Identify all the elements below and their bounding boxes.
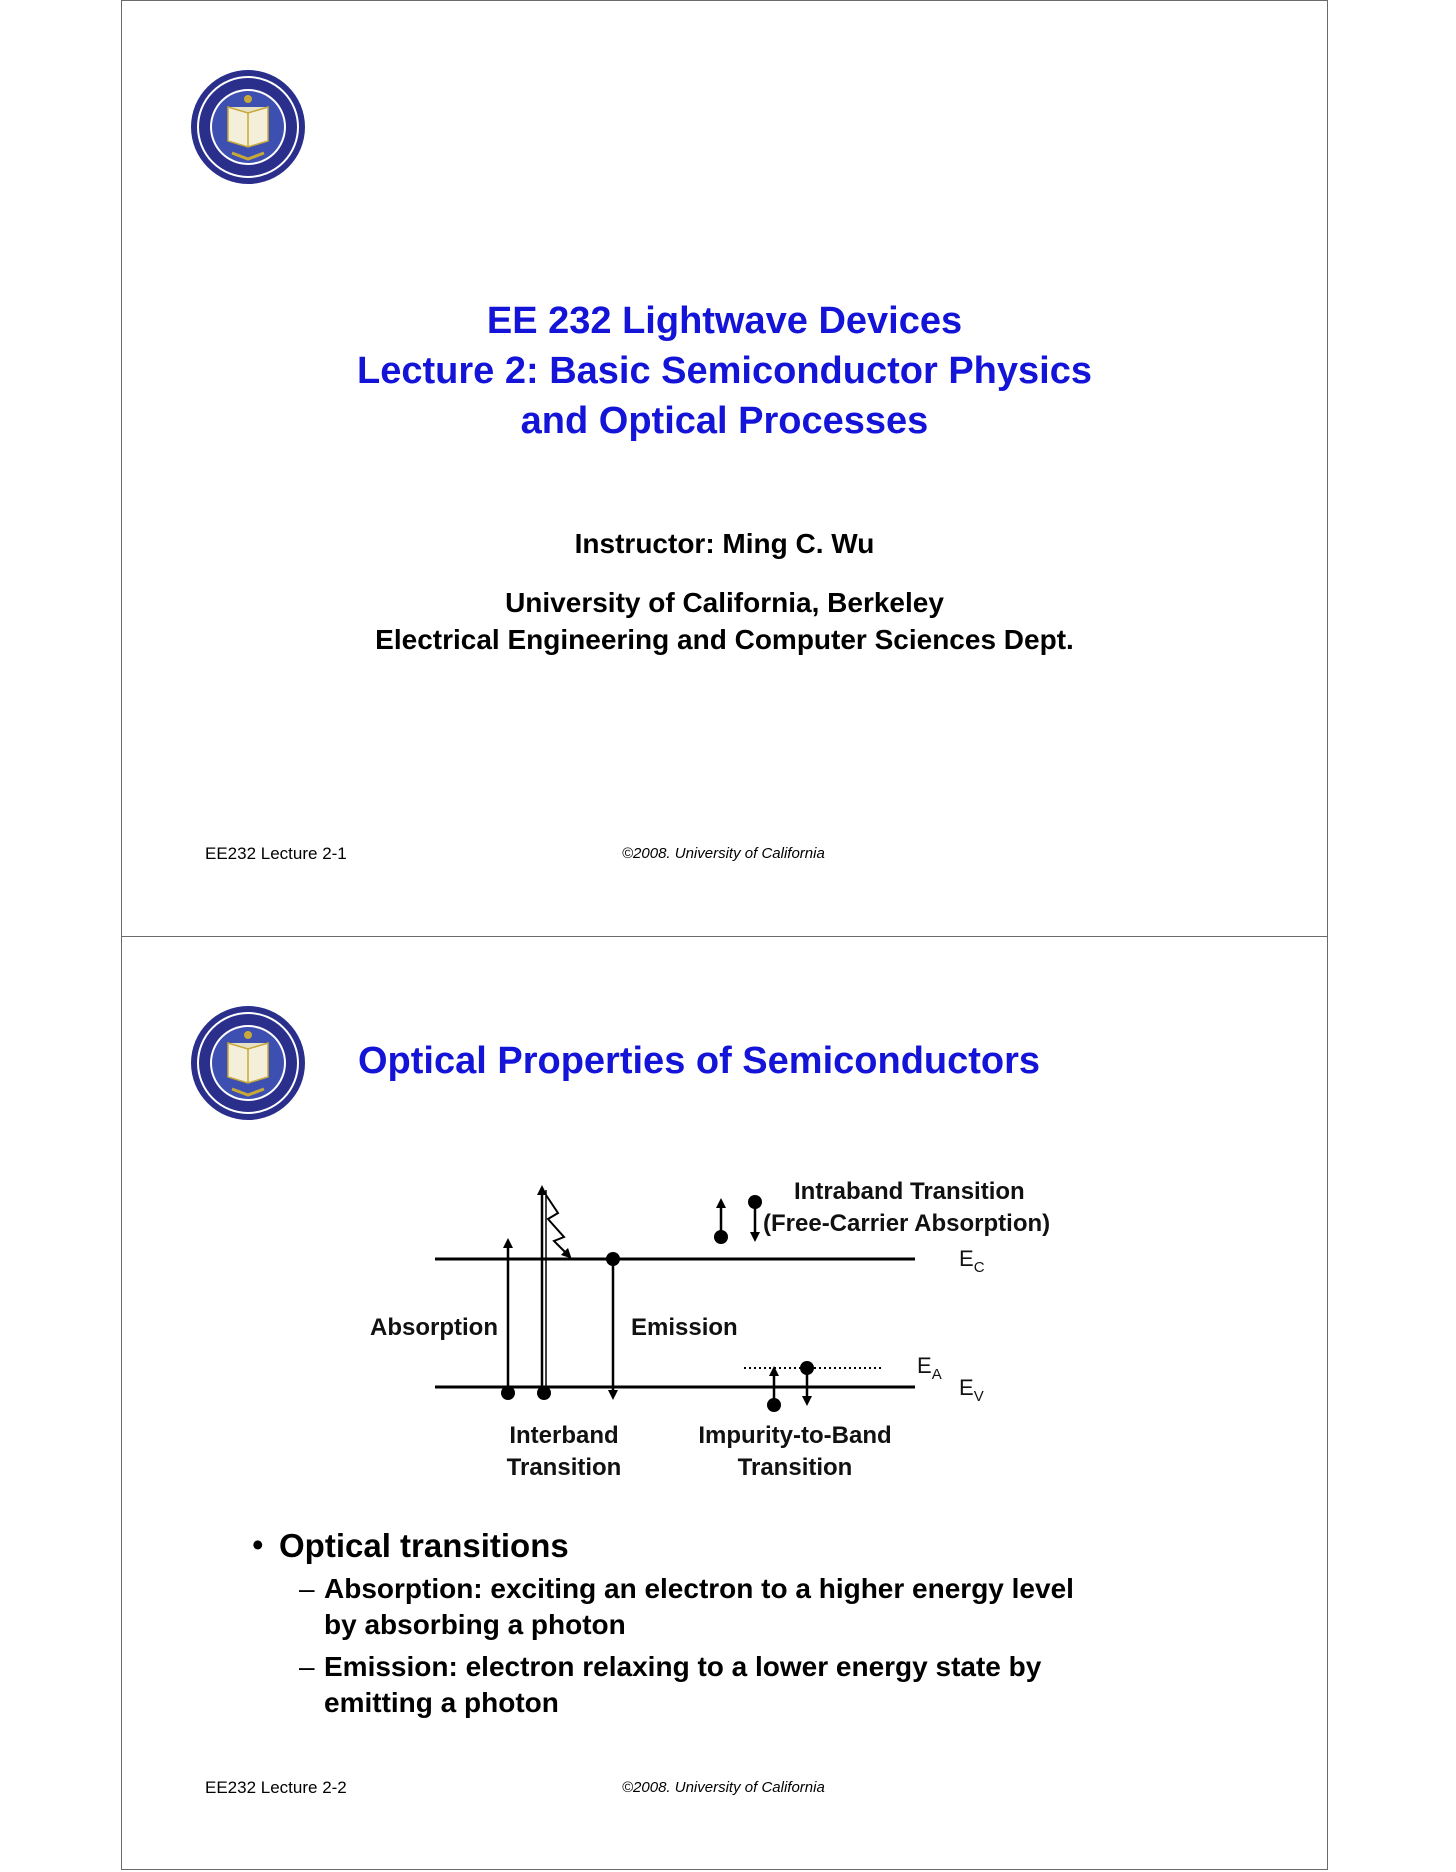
- dash-marker: –: [299, 1573, 315, 1604]
- sub-bullet-line: Emission: electron relaxing to a lower energy state by: [324, 1651, 1042, 1682]
- sub-bullet: [252, 1649, 1152, 1721]
- lecture-title: [122, 296, 1327, 446]
- title-line: and Optical Processes: [520, 400, 929, 442]
- sub-bullet: [252, 1571, 1152, 1643]
- impurity-label: Transition: [737, 1454, 853, 1481]
- absorption-label: Absorption: [370, 1314, 498, 1341]
- slide-2: [121, 936, 1328, 1870]
- emission-label: Emission: [631, 1314, 738, 1341]
- energy-band-diagram: [122, 937, 1329, 1871]
- sub-bullet-line: by absorbing a photon: [324, 1609, 626, 1640]
- ev-label: $E_V$: [959, 1375, 984, 1405]
- sub-bullet-line: emitting a photon: [324, 1687, 559, 1718]
- slide-title: Optical Properties of Semiconductors: [358, 1040, 1041, 1082]
- affiliation-line: University of California, Berkeley: [505, 587, 944, 618]
- slide-1: [121, 0, 1328, 937]
- ec-label: $E_C$: [959, 1246, 985, 1276]
- sub-bullet-line: Absorption: exciting an electron to a higher energy level: [324, 1573, 1074, 1604]
- affiliation: [122, 584, 1327, 658]
- title-line: EE 232 Lightwave Devices: [486, 300, 963, 342]
- bullet-text: Optical transitions: [279, 1527, 569, 1564]
- affiliation-line: Electrical Engineering and Computer Sciences Dept.: [375, 624, 1074, 655]
- title-line: Lecture 2: Basic Semiconductor Physics: [357, 350, 1092, 392]
- interband-label: Transition: [506, 1454, 622, 1481]
- intraband-label: (Free-Carrier Absorption): [763, 1210, 1051, 1237]
- copyright: ©2008. University of California: [622, 845, 825, 862]
- instructor: Instructor: Ming C. Wu: [574, 528, 875, 559]
- slide-footer-label: EE232 Lecture 2-1: [205, 844, 347, 863]
- bullet-list: [252, 1527, 1152, 1721]
- dash-marker: –: [299, 1651, 315, 1682]
- bullet-dot: •: [252, 1526, 264, 1563]
- university-seal-logo: [188, 67, 308, 187]
- copyright: ©2008. University of California: [622, 1779, 825, 1796]
- impurity-label: Impurity-to-Band: [698, 1422, 892, 1449]
- bullet-item: [252, 1527, 1152, 1565]
- intraband-label: Intraband Transition: [794, 1178, 1025, 1205]
- ea-label: $E_A$: [917, 1353, 942, 1383]
- slide-footer-label: EE232 Lecture 2-2: [205, 1778, 347, 1797]
- interband-label: Interband: [509, 1422, 619, 1449]
